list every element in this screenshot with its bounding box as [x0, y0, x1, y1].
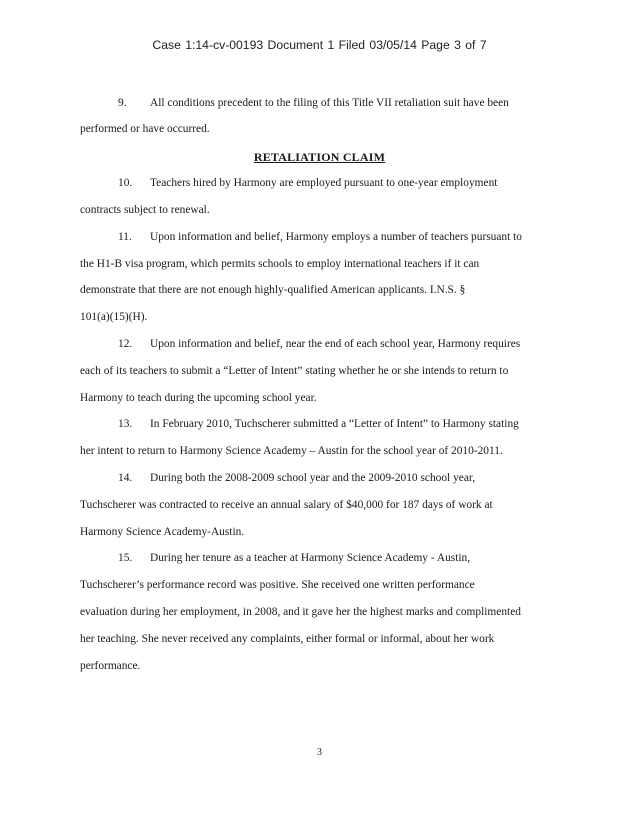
- case-header: Case 1:14-cv-00193 Document 1 Filed 03/05/14 Page 3 of 7: [152, 38, 487, 52]
- paragraph-10-line-2: contracts subject to renewal.: [80, 204, 210, 216]
- paragraph-12-line-1: Upon information and belief, near the end of each school year, Harmony requires: [150, 338, 521, 350]
- paragraph-11-line-2: the H1-B visa program, which permits schools to employ international teachers if it can: [80, 258, 480, 270]
- paragraph-11-line-3: demonstrate that there are not enough highly-qualified American applicants. I.N.S. §: [80, 284, 466, 296]
- paragraph-9-line-1: All conditions precedent to the filing of this Title VII retaliation suit have been: [150, 97, 509, 109]
- paragraph-12-line-2: each of its teachers to submit a “Letter of Intent” stating whether he or she intends to return to: [80, 365, 509, 377]
- paragraph-15-line-3: evaluation during her employment, in 2008, and it gave her the highest marks and complimented: [80, 606, 521, 618]
- paragraph-12-line-3: Harmony to teach during the upcoming school year.: [80, 392, 317, 404]
- paragraph-15-line-4: her teaching. She never received any complaints, either formal or informal, about her work: [80, 633, 495, 645]
- paragraph-13-number: 13.: [118, 418, 133, 430]
- page-number: 3: [317, 747, 322, 758]
- paragraph-11-line-4: 101(a)(15)(H).: [80, 311, 148, 323]
- paragraph-12-number: 12.: [118, 338, 133, 350]
- paragraph-10-number: 10.: [118, 177, 133, 189]
- paragraph-14-line-3: Harmony Science Academy-Austin.: [80, 526, 245, 538]
- paragraph-15-line-5: performance.: [80, 660, 141, 672]
- paragraph-11-line-1: Upon information and belief, Harmony employs a number of teachers pursuant to: [150, 231, 522, 243]
- paragraph-15-line-1: During her tenure as a teacher at Harmony Science Academy - Austin,: [150, 552, 471, 564]
- paragraph-14-line-1: During both the 2008-2009 school year and the 2009-2010 school year,: [150, 472, 476, 484]
- paragraph-14-number: 14.: [118, 472, 133, 484]
- paragraph-13-line-1: In February 2010, Tuchscherer submitted a “Letter of Intent” to Harmony stating: [150, 418, 519, 430]
- paragraph-13-line-2: her intent to return to Harmony Science Academy – Austin for the school year of 2010-2011.: [80, 445, 503, 457]
- paragraph-10-line-1: Teachers hired by Harmony are employed pursuant to one-year employment: [150, 177, 498, 189]
- paragraph-15-line-2: Tuchscherer’s performance record was positive. She received one written performance: [80, 579, 475, 591]
- section-heading: RETALIATION CLAIM: [253, 150, 386, 164]
- paragraph-11-number: 11.: [118, 231, 132, 243]
- paragraph-15-number: 15.: [118, 552, 133, 564]
- paragraph-9-line-2: performed or have occurred.: [80, 123, 210, 135]
- paragraph-14-line-2: Tuchscherer was contracted to receive an annual salary of $40,000 for 187 days of work at: [80, 499, 493, 511]
- paragraph-9-number: 9.: [118, 97, 127, 109]
